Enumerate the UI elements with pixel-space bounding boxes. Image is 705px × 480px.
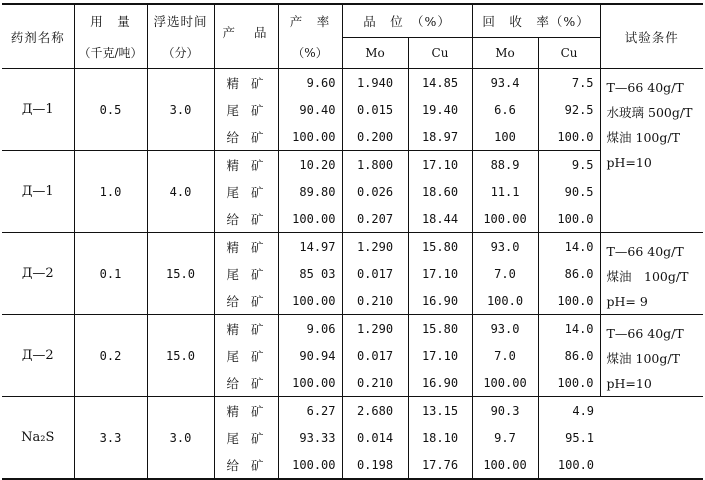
agent-name-cell: Д—1: [2, 151, 74, 233]
yield-cell: 9.06: [278, 315, 342, 343]
dosage-cell: 0.1: [74, 233, 147, 315]
product-cell: 给矿: [214, 205, 278, 233]
grade-cu-cell: 18.97: [408, 123, 472, 151]
product-cell: 精矿: [214, 69, 278, 97]
header-grade: 品 位 （%）: [342, 4, 472, 38]
recovery-cu-cell: 100.0: [538, 451, 600, 479]
header-grade-cu: Cu: [408, 38, 472, 69]
product-cell: 给矿: [214, 451, 278, 479]
conditions-cell-empty: [600, 397, 703, 480]
grade-mo-cell: 1.290: [342, 315, 408, 343]
condition-line: pH=10: [606, 376, 652, 391]
flotation-results-table: [2, 3, 703, 480]
agent-name-cell: Д—1: [2, 69, 74, 151]
grade-mo-cell: 0.026: [342, 178, 408, 205]
recovery-cu-cell: 95.1: [538, 424, 600, 451]
recovery-cu-cell: 100.0: [538, 205, 600, 233]
yield-cell: 90.94: [278, 342, 342, 369]
agent-name-cell: Д—2: [2, 315, 74, 397]
header-dosage-unit: （千克/吨）: [74, 38, 147, 69]
condition-line: 水玻璃 500g/T: [606, 105, 693, 120]
grade-cu-cell: 18.10: [408, 424, 472, 451]
grade-cu-cell: 19.40: [408, 96, 472, 123]
table-row: [2, 315, 703, 343]
product-cell: 精矿: [214, 397, 278, 425]
recovery-cu-cell: 100.0: [538, 369, 600, 397]
table-row: [2, 397, 703, 425]
recovery-cu-cell: 100.0: [538, 287, 600, 315]
grade-cu-cell: 13.15: [408, 397, 472, 425]
header-recovery: 回 收 率（%）: [472, 4, 600, 38]
agent-name-cell: Na₂S: [2, 397, 74, 480]
condition-line: T—66 40g/T: [606, 80, 684, 95]
product-cell: 尾矿: [214, 342, 278, 369]
grade-mo-cell: 0.015: [342, 96, 408, 123]
recovery-cu-cell: 90.5: [538, 178, 600, 205]
recovery-cu-cell: 7.5: [538, 69, 600, 97]
header-conditions: 试验条件: [600, 4, 703, 69]
flotation-test-table-page: [2, 3, 703, 475]
recovery-mo-cell: 11.1: [472, 178, 538, 205]
header-product-b: 品: [253, 24, 268, 40]
product-cell: 尾矿: [214, 424, 278, 451]
grade-mo-cell: 1.290: [342, 233, 408, 261]
conditions-cell: [600, 315, 703, 397]
product-cell: 精矿: [214, 315, 278, 343]
recovery-cu-cell: 14.0: [538, 315, 600, 343]
grade-cu-cell: 16.90: [408, 369, 472, 397]
time-cell: 15.0: [147, 315, 214, 397]
condition-line: 煤油 100g/T: [606, 130, 680, 145]
grade-mo-cell: 1.940: [342, 69, 408, 97]
agent-name-cell: Д—2: [2, 233, 74, 315]
recovery-cu-cell: 4.9: [538, 397, 600, 425]
conditions-cell: [600, 69, 703, 233]
recovery-mo-cell: 7.0: [472, 260, 538, 287]
yield-cell: 100.00: [278, 287, 342, 315]
grade-cu-cell: 15.80: [408, 315, 472, 343]
grade-mo-cell: 0.210: [342, 369, 408, 397]
grade-mo-cell: 0.207: [342, 205, 408, 233]
header-product-a: 产: [222, 24, 237, 40]
header-yield-top: 产 率: [278, 4, 342, 38]
header-grade-mo: Mo: [342, 38, 408, 69]
time-cell: 15.0: [147, 233, 214, 315]
grade-cu-cell: 16.90: [408, 287, 472, 315]
recovery-mo-cell: 88.9: [472, 151, 538, 179]
grade-cu-cell: 17.10: [408, 151, 472, 179]
recovery-cu-cell: 92.5: [538, 96, 600, 123]
table-row: [2, 69, 703, 97]
product-cell: 尾矿: [214, 260, 278, 287]
condition-line: pH= 9: [606, 294, 648, 309]
grade-cu-cell: 17.10: [408, 342, 472, 369]
recovery-mo-cell: 100: [472, 123, 538, 151]
grade-mo-cell: 2.680: [342, 397, 408, 425]
grade-mo-cell: 0.017: [342, 342, 408, 369]
condition-line: T—66 40g/T: [606, 244, 684, 259]
yield-cell: 100.00: [278, 369, 342, 397]
grade-cu-cell: 14.85: [408, 69, 472, 97]
grade-mo-cell: 1.800: [342, 151, 408, 179]
recovery-mo-cell: 93.0: [472, 315, 538, 343]
grade-mo-cell: 0.017: [342, 260, 408, 287]
recovery-mo-cell: 93.0: [472, 233, 538, 261]
recovery-mo-cell: 100.00: [472, 369, 538, 397]
dosage-cell: 3.3: [74, 397, 147, 480]
recovery-mo-cell: 93.4: [472, 69, 538, 97]
header-dosage-top: 用 量: [74, 4, 147, 38]
recovery-cu-cell: 86.0: [538, 342, 600, 369]
grade-cu-cell: 18.44: [408, 205, 472, 233]
product-cell: 尾矿: [214, 178, 278, 205]
grade-cu-cell: 15.80: [408, 233, 472, 261]
conditions-cell: [600, 233, 703, 315]
recovery-mo-cell: 7.0: [472, 342, 538, 369]
header-yield-unit: （%）: [278, 38, 342, 69]
product-cell: 尾矿: [214, 96, 278, 123]
table-body: [2, 69, 703, 480]
product-cell: 给矿: [214, 369, 278, 397]
recovery-cu-cell: 14.0: [538, 233, 600, 261]
yield-cell: 90.40: [278, 96, 342, 123]
header-recovery-mo: Mo: [472, 38, 538, 69]
header-time-unit: （分）: [147, 38, 214, 69]
yield-cell: 6.27: [278, 397, 342, 425]
header-agent: 药剂名称: [2, 4, 74, 69]
header-recovery-cu: Cu: [538, 38, 600, 69]
yield-cell: 14.97: [278, 233, 342, 261]
recovery-mo-cell: 6.6: [472, 96, 538, 123]
yield-cell: 100.00: [278, 123, 342, 151]
header-product: [214, 4, 278, 69]
grade-cu-cell: 17.10: [408, 260, 472, 287]
time-cell: 3.0: [147, 69, 214, 151]
recovery-cu-cell: 9.5: [538, 151, 600, 179]
recovery-mo-cell: 100.00: [472, 451, 538, 479]
table-row: [2, 151, 703, 179]
condition-line: 煤油 100g/T: [606, 269, 689, 284]
recovery-cu-cell: 100.0: [538, 123, 600, 151]
dosage-cell: 1.0: [74, 151, 147, 233]
yield-cell: 100.00: [278, 451, 342, 479]
table-header: [2, 4, 703, 69]
yield-cell: 100.00: [278, 205, 342, 233]
yield-cell: 89.80: [278, 178, 342, 205]
header-time-top: 浮选时间: [147, 4, 214, 38]
yield-cell: 9.60: [278, 69, 342, 97]
grade-cu-cell: 17.76: [408, 451, 472, 479]
recovery-mo-cell: 100.00: [472, 205, 538, 233]
dosage-cell: 0.2: [74, 315, 147, 397]
table-row: [2, 233, 703, 261]
product-cell: 给矿: [214, 123, 278, 151]
recovery-mo-cell: 9.7: [472, 424, 538, 451]
time-cell: 4.0: [147, 151, 214, 233]
product-cell: 给矿: [214, 287, 278, 315]
yield-cell: 93.33: [278, 424, 342, 451]
dosage-cell: 0.5: [74, 69, 147, 151]
yield-cell: 85 03: [278, 260, 342, 287]
time-cell: 3.0: [147, 397, 214, 480]
grade-cu-cell: 18.60: [408, 178, 472, 205]
product-cell: 精矿: [214, 233, 278, 261]
product-cell: 精矿: [214, 151, 278, 179]
condition-line: 煤油 100g/T: [606, 351, 680, 366]
grade-mo-cell: 0.198: [342, 451, 408, 479]
grade-mo-cell: 0.014: [342, 424, 408, 451]
recovery-mo-cell: 100.0: [472, 287, 538, 315]
grade-mo-cell: 0.210: [342, 287, 408, 315]
recovery-mo-cell: 90.3: [472, 397, 538, 425]
yield-cell: 10.20: [278, 151, 342, 179]
recovery-cu-cell: 86.0: [538, 260, 600, 287]
condition-line: pH=10: [606, 155, 652, 170]
grade-mo-cell: 0.200: [342, 123, 408, 151]
condition-line: T—66 40g/T: [606, 326, 684, 341]
